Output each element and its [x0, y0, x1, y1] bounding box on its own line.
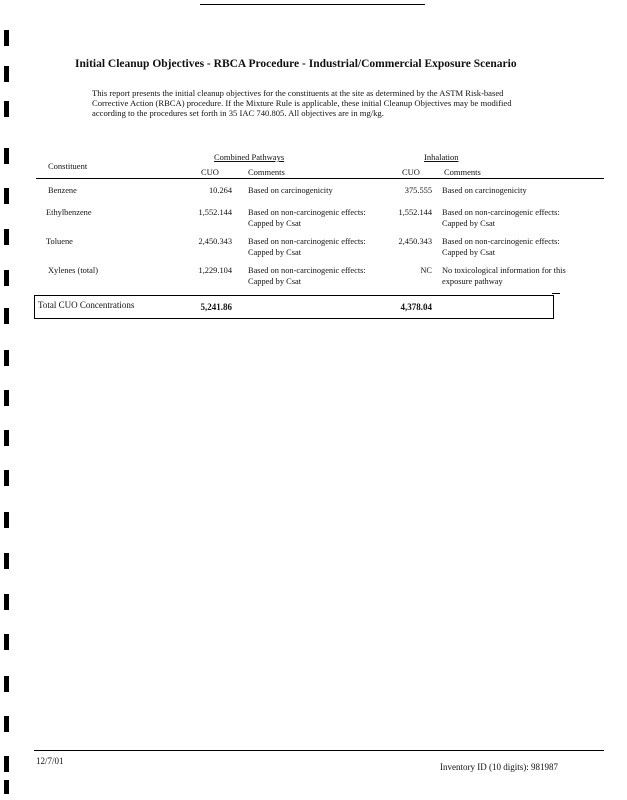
scan-mark — [4, 716, 9, 732]
total-inhalation-cuo: 4,378.04 — [400, 302, 432, 312]
scan-mark — [4, 30, 9, 46]
total-label: Total CUO Concentrations — [38, 300, 135, 310]
scan-mark — [4, 188, 9, 204]
scan-mark — [4, 634, 9, 650]
constituent-cell: Xylenes (total) — [48, 266, 99, 275]
constituent-cell: Benzene — [48, 186, 77, 195]
combined-comment-cell: Based on non-carcinogenic effects: Capped by Csat — [248, 208, 366, 228]
scan-mark — [4, 229, 9, 245]
inhalation-cuo-cell: 375.555 — [404, 186, 432, 195]
top-rule — [200, 4, 425, 5]
total-box-connector — [552, 293, 560, 294]
scan-mark — [4, 308, 9, 324]
inhalation-comment-cell: No toxicological information for this exposure pathway — [442, 266, 566, 286]
scan-mark — [4, 148, 9, 164]
scan-mark — [4, 101, 9, 117]
scan-mark — [4, 553, 9, 569]
combined-comment-cell: Based on non-carcinogenic effects: Capped by Csat — [248, 266, 366, 286]
combined-cuo-header: CUO — [201, 167, 219, 177]
inhalation-cuo-header: CUO — [402, 167, 420, 177]
scan-mark — [4, 756, 9, 772]
inhalation-cuo-cell: 2,450.343 — [398, 237, 432, 246]
inhalation-comment-cell: Based on non-carcinogenic effects: Capped by Csat — [442, 208, 560, 228]
inhalation-cuo-cell: NC — [420, 266, 432, 275]
intro-paragraph: This report presents the initial cleanup objectives for the constituents at the site as determined by the ASTM Risk-based Corrective Action (RBCA) procedure. If the Mixture Rule is applicable, these initial Cleanup Objectives may be modified according to the procedures set forth in 35 IAC 740.805. All objectives are in mg/kg. — [92, 88, 512, 118]
combined-comment-cell: Based on non-carcinogenic effects: Capped by Csat — [248, 237, 366, 257]
scan-mark — [4, 676, 9, 692]
combined-cuo-cell: 2,450.343 — [198, 237, 232, 246]
scan-mark — [4, 390, 9, 406]
footer-date: 12/7/01 — [36, 756, 64, 766]
scan-mark — [4, 430, 9, 446]
scan-mark — [4, 350, 9, 366]
combined-cuo-cell: 10.264 — [208, 186, 232, 195]
inhalation-comments-header: Comments — [444, 167, 481, 177]
scan-mark — [4, 594, 9, 610]
combined-cuo-cell: 1,229.104 — [198, 266, 232, 275]
footer-rule — [34, 750, 604, 751]
header-rule — [36, 178, 604, 179]
combined-comments-header: Comments — [248, 167, 285, 177]
inhalation-comment-cell: Based on carcinogenicity — [442, 186, 527, 195]
footer-inventory-id: Inventory ID (10 digits): 981987 — [440, 762, 558, 772]
report-title: Initial Cleanup Objectives - RBCA Procedure - Industrial/Commercial Exposure Scenario — [75, 58, 517, 70]
combined-cuo-cell: 1,552.144 — [198, 208, 232, 217]
scan-mark — [4, 780, 9, 794]
inhalation-cuo-cell: 1,552.144 — [398, 208, 432, 217]
scan-mark — [4, 270, 9, 286]
total-combined-cuo: 5,241.86 — [200, 302, 232, 312]
inhalation-comment-cell: Based on non-carcinogenic effects: Capped by Csat — [442, 237, 560, 257]
scan-mark — [4, 66, 9, 82]
constituent-header: Constituent — [48, 161, 88, 171]
constituent-cell: Toluene — [46, 237, 73, 246]
inhalation-header: Inhalation — [424, 152, 459, 162]
constituent-cell: Ethylbenzene — [46, 208, 92, 217]
scan-mark — [4, 470, 9, 486]
combined-comment-cell: Based on carcinogenicity — [248, 186, 333, 195]
scan-mark — [4, 512, 9, 528]
combined-pathways-header: Combined Pathways — [214, 152, 285, 162]
